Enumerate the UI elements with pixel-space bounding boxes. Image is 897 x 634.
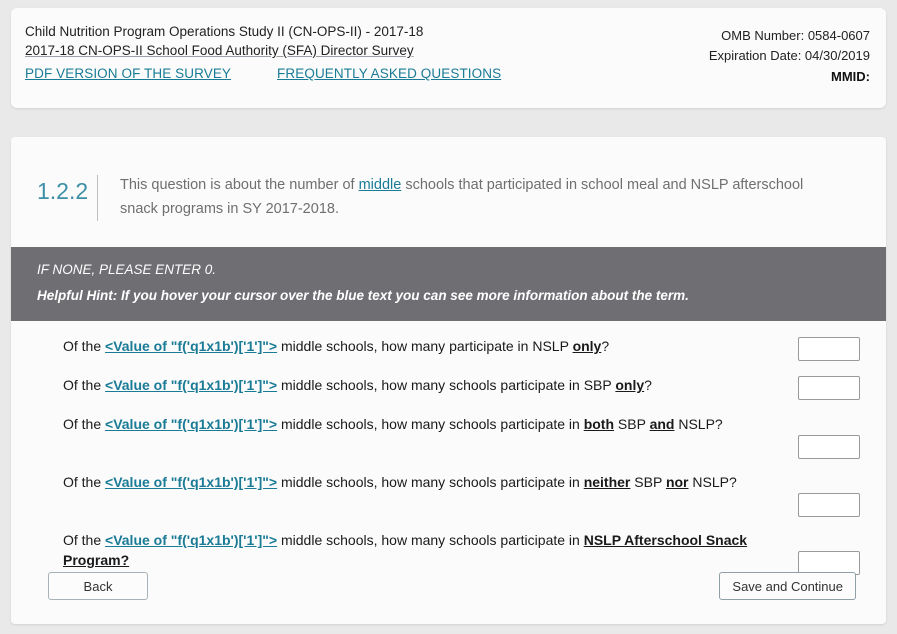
question-rows: [11, 321, 886, 575]
header-links: [25, 66, 585, 81]
row5-emphasis: NSLP Afterschool Snack Program?: [63, 532, 748, 568]
input-sbp-only[interactable]: [798, 376, 860, 400]
question-row: [11, 374, 886, 406]
question-row: [11, 413, 886, 459]
survey-title: 2017-18 CN-OPS-II School Food Authority (SFA) Director Survey: [25, 43, 414, 58]
instruction-line-1: IF NONE, PLEASE ENTER 0.: [37, 262, 217, 277]
instruction-line-2: Helpful Hint: If you hover your cursor over the blue text you can see more information about the term.: [37, 288, 689, 303]
question-divider: [97, 175, 98, 221]
question-number: 1.2.2: [37, 178, 89, 204]
question-header: [11, 137, 886, 223]
row3-emphasis2: and: [649, 416, 675, 432]
header-left: [25, 22, 585, 81]
row1-emphasis: only: [572, 338, 602, 354]
input-nslp-only[interactable]: [798, 337, 860, 361]
back-button[interactable]: Back: [48, 572, 148, 600]
row3-value-token[interactable]: <Value of "f('q1x1b')['1']">: [105, 416, 278, 432]
question-row: [11, 529, 886, 575]
question-text: [120, 173, 820, 221]
row2-prefix: Of the: [63, 377, 106, 393]
row3-emphasis: both: [583, 416, 615, 432]
question-text-part1: This question is about the number of: [120, 177, 359, 193]
pdf-version-link[interactable]: PDF VERSION OF THE SURVEY: [25, 66, 232, 81]
row3-middle: middle schools, how many schools participate in: [277, 416, 584, 432]
row-text-neither-sbp-nor-nslp: [63, 471, 798, 492]
footer-buttons: [11, 572, 886, 600]
row-text-both-sbp-and-nslp: [63, 413, 798, 434]
row3-suffix: NSLP?: [674, 416, 723, 432]
row3-middle2: SBP: [614, 416, 650, 432]
row4-emphasis2: nor: [665, 474, 689, 490]
row5-middle: middle schools, how many schools participate in: [277, 532, 584, 548]
header-right: [709, 26, 870, 88]
row-text-nslp-afterschool-snack: [63, 529, 798, 570]
row4-prefix: Of the: [63, 474, 106, 490]
instruction-band: [11, 247, 886, 321]
question-text-part2: schools that participated in school meal and NSLP afterschool snack programs in SY 2017-2018.: [120, 177, 804, 217]
expiration-date: Expiration Date: 04/30/2019: [708, 48, 870, 63]
hint-term-middle[interactable]: middle: [358, 177, 402, 193]
row2-value-token[interactable]: <Value of "f('q1x1b')['1']">: [105, 377, 278, 393]
row1-prefix: Of the: [63, 338, 106, 354]
header-card: [11, 8, 886, 108]
row2-emphasis: only: [615, 377, 645, 393]
row1-suffix: ?: [601, 338, 610, 354]
question-row: [11, 335, 886, 367]
row1-value-token[interactable]: <Value of "f('q1x1b')['1']">: [105, 338, 278, 354]
mmid-label: MMID:: [831, 69, 870, 84]
row5-prefix: Of the: [63, 532, 106, 548]
row4-value-token[interactable]: <Value of "f('q1x1b')['1']">: [105, 474, 278, 490]
row2-middle: middle schools, how many schools participate in SBP: [277, 377, 616, 393]
row-text-sbp-only: [63, 374, 798, 395]
input-neither-sbp-nor-nslp[interactable]: [798, 493, 860, 517]
row4-middle2: SBP: [630, 474, 666, 490]
row-text-nslp-only: [63, 335, 798, 356]
row5-value-token[interactable]: <Value of "f('q1x1b')['1']">: [105, 532, 278, 548]
save-and-continue-button[interactable]: Save and Continue: [719, 572, 856, 600]
row4-middle: middle schools, how many schools participate in: [277, 474, 584, 490]
row3-prefix: Of the: [63, 416, 106, 432]
omb-number: OMB Number: 0584-0607: [721, 28, 870, 43]
row1-middle: middle schools, how many participate in NSLP: [277, 338, 573, 354]
row4-emphasis: neither: [583, 474, 631, 490]
question-card: [11, 137, 886, 624]
row4-suffix: NSLP?: [688, 474, 737, 490]
study-title: Child Nutrition Program Operations Study II (CN-OPS-II) - 2017-18: [25, 24, 424, 39]
input-both-sbp-and-nslp[interactable]: [798, 435, 860, 459]
faq-link[interactable]: FREQUENTLY ASKED QUESTIONS: [277, 66, 502, 81]
row2-suffix: ?: [644, 377, 652, 393]
question-row: [11, 471, 886, 517]
